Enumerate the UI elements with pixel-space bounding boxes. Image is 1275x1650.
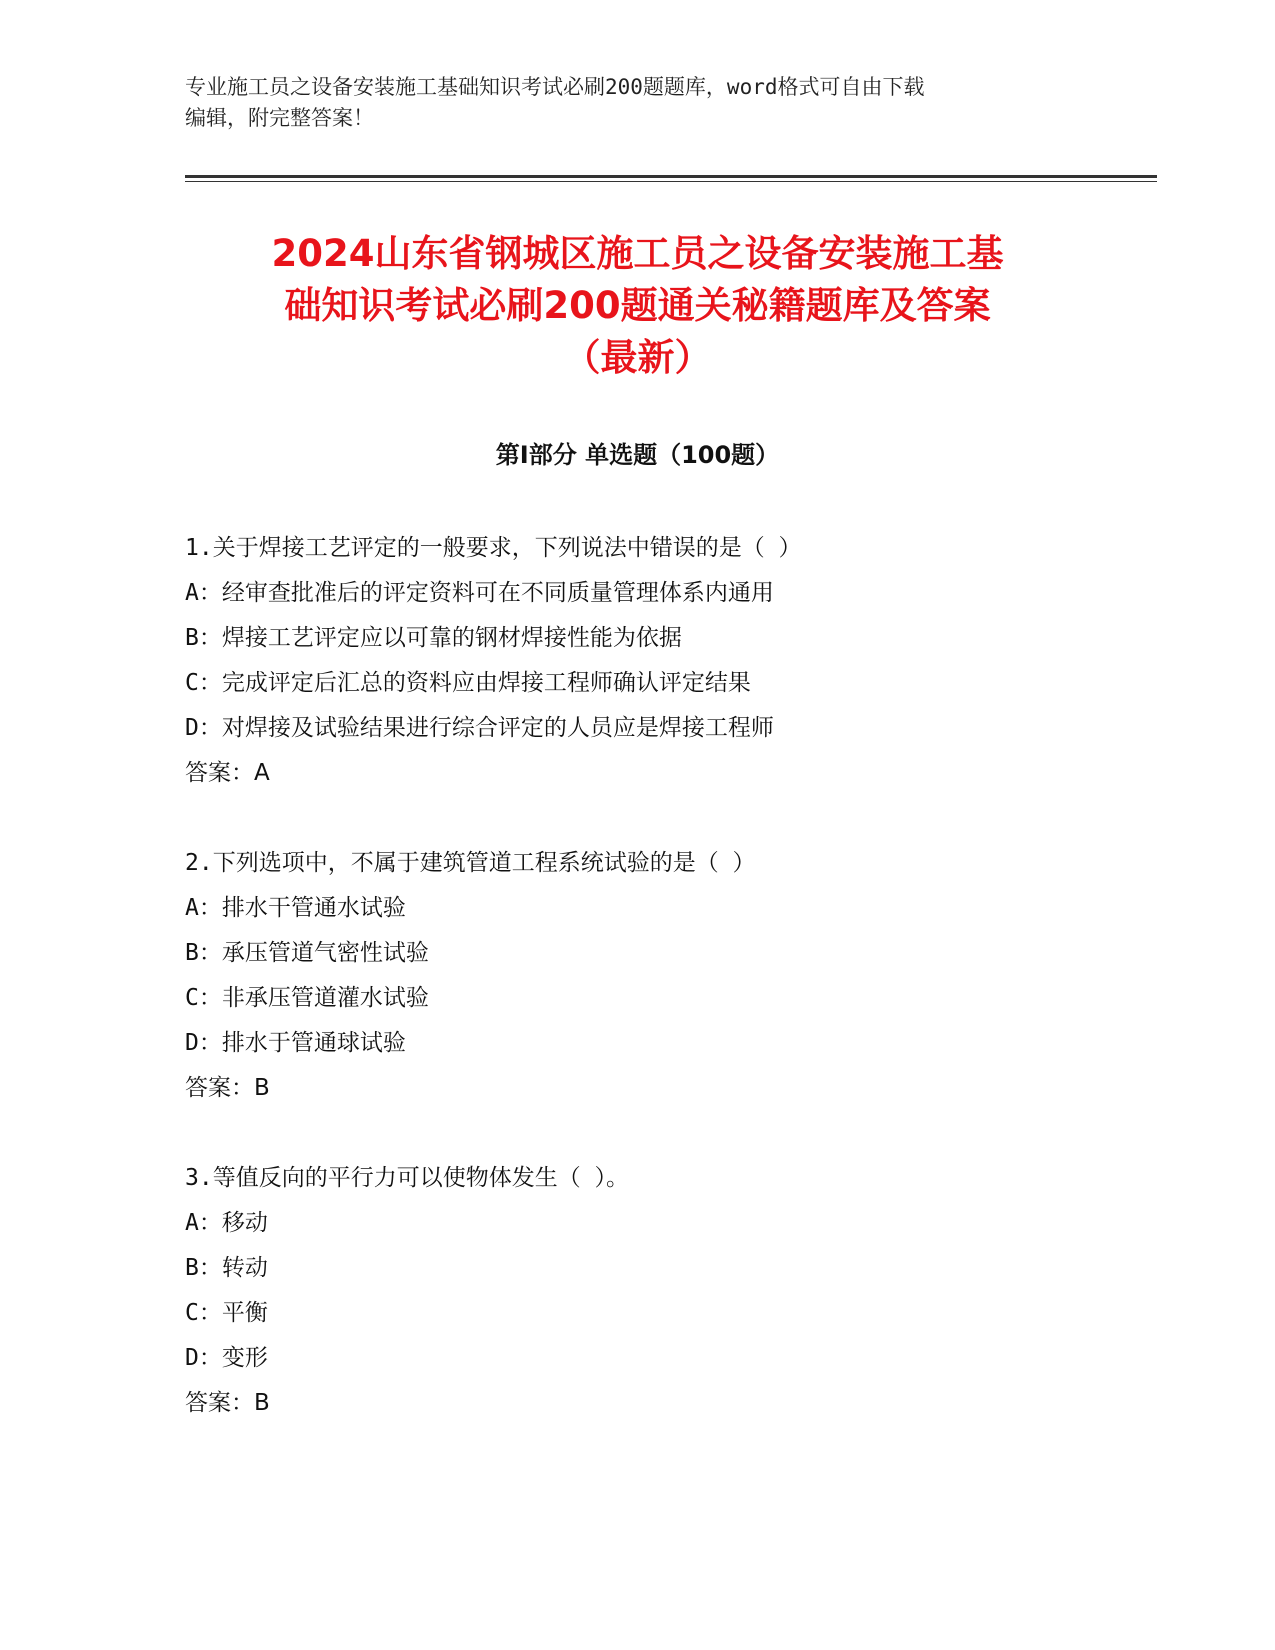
option-d: D：对焊接及试验结果进行综合评定的人员应是焊接工程师 [185,715,774,741]
question-item [185,526,1115,796]
answer-line: 答案：B [185,1390,270,1416]
option-c: C：非承压管道灌水试验 [185,985,429,1011]
option-c: C：平衡 [185,1300,268,1326]
document-title-line-1: 2024山东省钢城区施工员之设备安装施工基 [271,232,1004,275]
document-title-line-3: （最新） [563,336,712,379]
option-d: D：变形 [185,1345,268,1371]
question-item [185,1156,1115,1426]
question-stem: 3.等值反向的平行力可以使物体发生（ ）。 [185,1165,630,1191]
header-note [185,72,1085,134]
document-title-line-2: 础知识考试必刷200题通关秘籍题库及答案 [284,284,991,327]
header-divider-thick [185,175,1157,178]
header-note-line-1: 专业施工员之设备安装施工基础知识考试必刷200题题库，word格式可自由下载 [185,75,925,99]
answer-line: 答案：A [185,760,270,786]
question-item [185,841,1115,1111]
option-a: A：移动 [185,1210,268,1236]
option-b: B：转动 [185,1255,268,1281]
answer-line: 答案：B [185,1075,270,1101]
question-stem: 2.下列选项中，不属于建筑管道工程系统试验的是（ ） [185,850,756,876]
option-a: A：排水干管通水试验 [185,895,406,921]
header-divider-thin [185,181,1157,182]
option-b: B：承压管道气密性试验 [185,940,429,966]
section-heading: 第Ⅰ部分 单选题（100题） [495,441,780,469]
option-d: D：排水于管通球试验 [185,1030,406,1056]
option-b: B：焊接工艺评定应以可靠的钢材焊接性能为依据 [185,625,682,651]
question-list [185,526,1115,1471]
document-title [185,228,1090,384]
question-stem: 1.关于焊接工艺评定的一般要求，下列说法中错误的是（ ） [185,535,802,561]
option-a: A：经审查批准后的评定资料可在不同质量管理体系内通用 [185,580,774,606]
option-c: C：完成评定后汇总的资料应由焊接工程师确认评定结果 [185,670,751,696]
header-note-line-2: 编辑，附完整答案！ [185,106,374,130]
